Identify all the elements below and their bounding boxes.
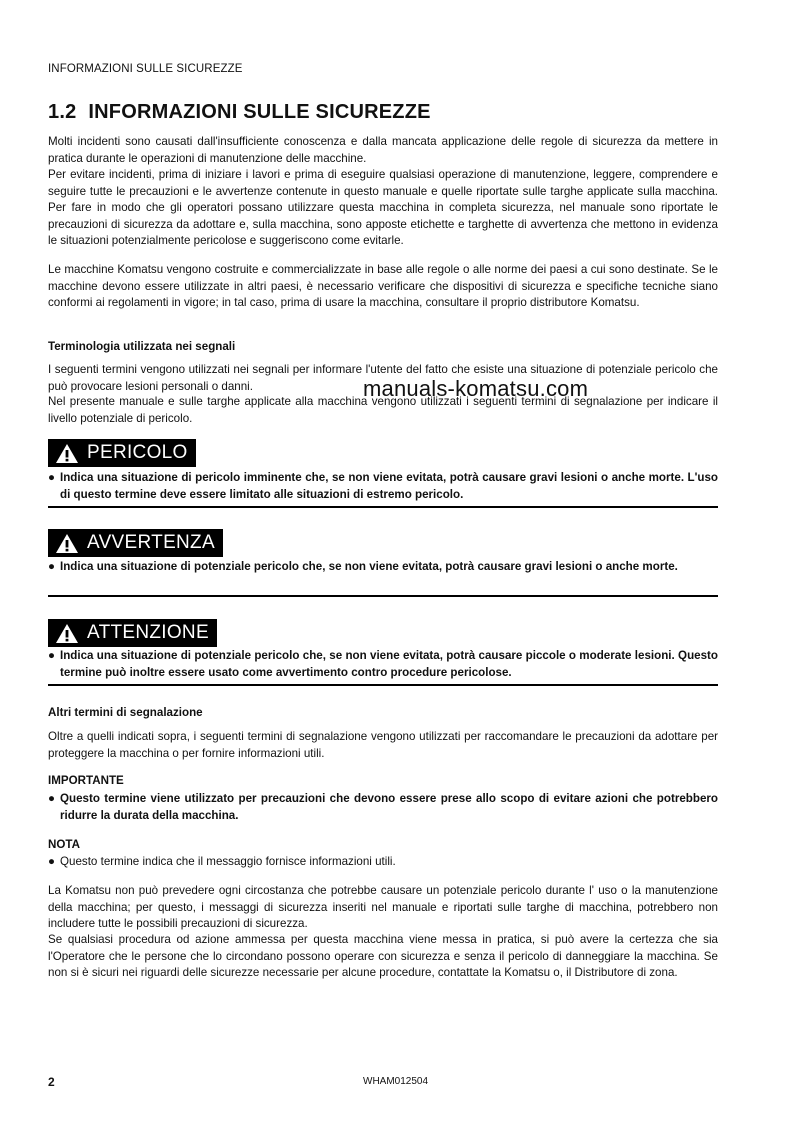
intro-paragraph-2: Per evitare incidenti, prima di iniziare i lavori e prima di eseguire qualsiasi operazione di manutenzione, leggere, comprendere e seguire tutte le precauzioni e le avvertenze contenute in questo manuale e quelle riportate sulle targhe applicate sulla macchina. Per fare in modo che gli operatori possano utilizzare questa macchina in completa sicurezza, nel manuale sono riportate le precauzioni di sicurezza da adottare e, sulla macchina, sono apposte etichette e targhette di avvertenza che mettono in evidenza le situazioni potenzialmente pericolose e suggeriscono come evitarle. <box>48 168 718 247</box>
danger-description <box>48 470 718 503</box>
warning-signal-label <box>48 529 223 557</box>
page-number: 2 <box>48 1075 55 1089</box>
other-terms-paragraph: Oltre a quelli indicati sopra, i seguenti termini di segnalazione vengono utilizzati per raccomandare le precauzioni da adottare per proteggere la macchina o per fornire informazioni utili. <box>48 730 718 760</box>
warning-triangle-icon <box>55 623 79 644</box>
nota-note <box>48 854 718 871</box>
running-header: INFORMAZIONI SULLE SICUREZZE <box>48 63 243 75</box>
section-number: 1.2 <box>48 101 77 123</box>
bullet-icon: ● <box>48 649 56 662</box>
warning-triangle-icon <box>55 443 79 464</box>
closing-paragraph-1: La Komatsu non può prevedere ogni circostanza che potrebbe causare un potenziale pericolo durante l' uso o la manutenzione della macchina; per questo, i messaggi di sicurezza inseriti nel manuale e riportati sulle targhe di macchina, potrebbero non includere tutte le possibili precauzioni di sicurezza. <box>48 884 718 930</box>
document-code: WHAM012504 <box>363 1076 429 1087</box>
caution-description-text: Indica una situazione di potenziale pericolo che, se non viene evitata, potrà causare piccole o moderate lesioni. Questo termine può inoltre essere usato come avvertimento contro procedure pericolose. <box>60 649 718 679</box>
warning-description <box>48 559 718 576</box>
warning-description-text: Indica una situazione di potenziale pericolo che, se non viene evitata, potrà causare gravi lesioni o anche morte. <box>60 560 678 573</box>
danger-divider <box>48 506 718 508</box>
warning-signal-text: AVVERTENZA <box>87 532 215 553</box>
bullet-icon: ● <box>48 560 56 573</box>
warning-divider <box>48 595 718 597</box>
warning-triangle-icon <box>55 533 79 554</box>
importante-note <box>48 791 718 824</box>
danger-signal-label <box>48 439 196 467</box>
intro-paragraph-3: Le macchine Komatsu vengono costruite e commercializzate in base alle regole o alle norme dei paesi a cui sono destinate. Se le macchine devono essere utilizzate in altri paesi, è necessario verificare che dispositivi di sicurezza e specifiche tecniche siano conformi ai regolamenti in vigore; in tal caso, prima di usare la macchina, consultare il proprio distributore Komatsu. <box>48 263 718 309</box>
danger-signal-text: PERICOLO <box>87 442 188 463</box>
caution-signal-text: ATTENZIONE <box>87 622 209 643</box>
danger-description-text: Indica una situazione di pericolo imminente che, se non viene evitata, potrà causare gravi lesioni o anche morte. L'uso di questo termine deve essere limitato alle situazioni di estremo pericolo. <box>60 471 718 501</box>
importante-label: IMPORTANTE <box>48 774 124 787</box>
bullet-icon: ● <box>48 792 56 805</box>
watermark: manuals-komatsu.com <box>363 376 589 401</box>
closing-paragraph-2: Se qualsiasi procedura od azione ammessa per questa macchina viene messa in pratica, si può avere la certezza che sia l'Operatore che le persone che lo circondano possono operare con sicurezza e senza il pericolo di danneggiare la macchina. Se non si è sicuri nei riguardi delle sicurezze necessarie per alcune procedure, contattate la Komatsu o, il Distributore di zona. <box>48 933 718 979</box>
caution-signal-label <box>48 619 217 647</box>
section-title <box>48 101 431 124</box>
intro-paragraph-1: Molti incidenti sono causati dall'insufficiente conoscenza e dalla mancata applicazione delle regole di sicurezza da mettere in pratica durante le operazioni di manutenzione delle macchine. <box>48 135 718 165</box>
section-title-text: INFORMAZIONI SULLE SICUREZZE <box>88 101 431 123</box>
nota-label: NOTA <box>48 838 80 851</box>
terminology-paragraph-1: I seguenti termini vengono utilizzati nei segnali per informare l'utente del fatto che esiste una situazione di potenziale pericolo che può provocare lesioni personali o danni. <box>48 363 718 393</box>
bullet-icon: ● <box>48 855 56 868</box>
bullet-icon: ● <box>48 471 56 484</box>
caution-description <box>48 648 718 681</box>
importante-text: Questo termine viene utilizzato per precauzioni che devono essere prese allo scopo di evitare azioni che potrebbero ridurre la durata della macchina. <box>60 792 718 822</box>
nota-text: Questo termine indica che il messaggio fornisce informazioni utili. <box>60 855 396 868</box>
terminology-paragraph-2: Nel presente manuale e sulle targhe applicate alla macchina vengono utilizzati i seguenti termini di segnalazione per indicare il livello potenziale di pericolo. <box>48 395 718 425</box>
terminology-heading: Terminologia utilizzata nei segnali <box>48 340 236 353</box>
caution-divider <box>48 684 718 686</box>
other-terms-heading: Altri termini di segnalazione <box>48 706 203 719</box>
